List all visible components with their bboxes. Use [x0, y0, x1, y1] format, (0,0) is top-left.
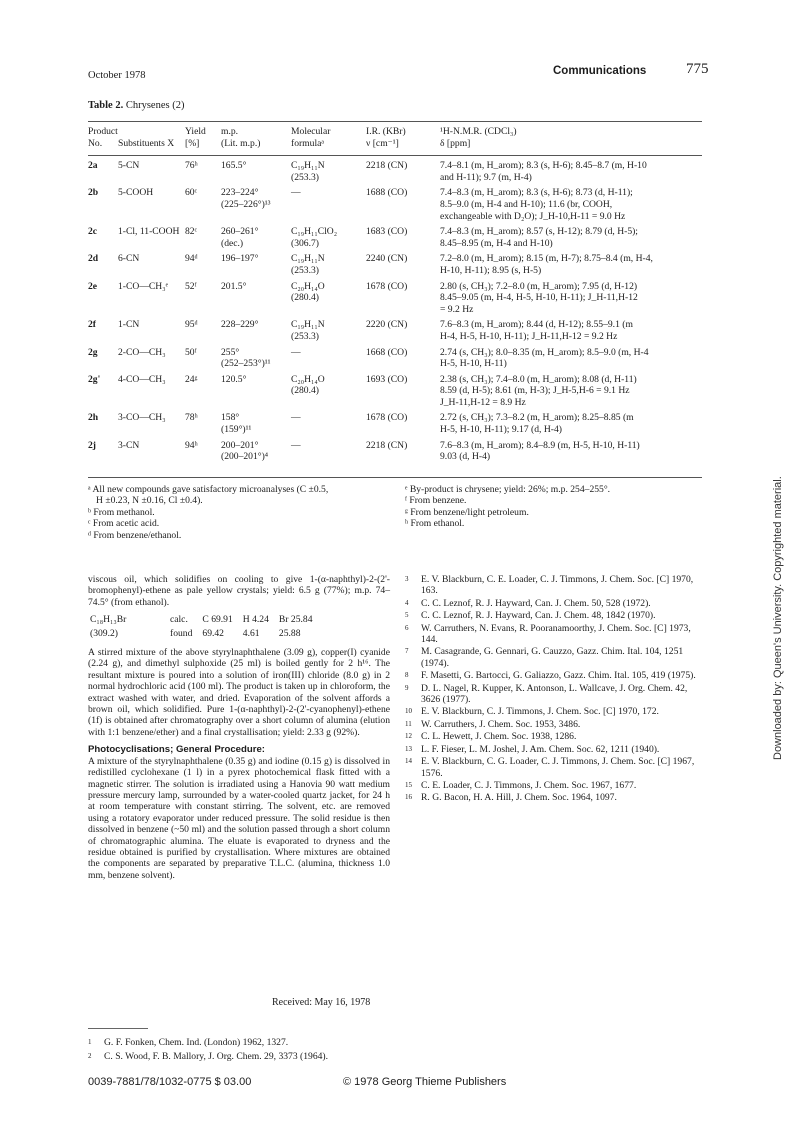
nmr-line: 9.03 (d, H-4)	[440, 451, 491, 463]
chrysenes-table	[88, 126, 702, 463]
footnote-item	[88, 1050, 408, 1063]
reference-number: 7	[405, 647, 409, 656]
table-caption-text: Chrysenes (2)	[123, 100, 185, 111]
reference-number: 11	[405, 719, 412, 728]
table-caption-label: Table 2.	[88, 100, 124, 111]
header-yield: Yield [%]	[185, 126, 206, 149]
reference-text: R. G. Bacon, H. A. Hill, J. Chem. Soc. 1964, 1097.	[421, 792, 617, 804]
footnote-number: 2	[88, 1052, 92, 1060]
analysis-cell: (309.2)	[90, 627, 118, 639]
formula-line: (253.3)	[291, 171, 319, 183]
reference-item	[405, 706, 705, 717]
reference-item	[405, 670, 705, 681]
yield: 95ᵈ	[185, 319, 198, 331]
melting-point	[221, 370, 291, 409]
reference-text: F. Masetti, G. Bartocci, G. Galiazzo, Gazz. Chim. Ital. 105, 419 (1975).	[421, 670, 696, 682]
formula-line: C₂₀H₁₄O	[291, 373, 325, 385]
reference-item	[405, 574, 705, 597]
nmr-line: H-4, H-5, H-10, H-11); J_H-11,H-12 = 9.2 Hz	[440, 330, 618, 342]
reference-text: E. V. Blackburn, C. J. Timmons, J. Chem. Soc. [C] 1970, 172.	[421, 706, 659, 718]
body-paragraph: A stirred mixture of the above styrylnaphthalene (3.09 g), copper(I) cyanide (2.24 g), and dimethyl sulphoxide (25 ml) is boiled gently for 2 h¹⁶. The resultant mixture is poured into a solution of iron(III) chloride (8.0 g) in 2 normal hydrochloric acid (100 ml). The product is taken up in chloroform, the extract washed with water, and dried. Evaporation of the solvent affords a brown oil, which solidified. Pure 1-(α-naphthyl)-2-(2'-cyanophenyl)-ethene (1f) is obtained after chromatography over a short column of alumina (elution with 1:1 benzene/ether) and a final crystallisation; yield: 2.33 g (92%).	[88, 647, 390, 738]
table-footnote: ᵉ By-product is chrysene; yield: 26%; m.p. 254–255°.	[405, 484, 611, 495]
nmr-value	[440, 249, 702, 276]
formula-line: C₁₉H₁₁ClO₂	[291, 226, 338, 238]
ir-value: 2240 (CN)	[366, 253, 408, 265]
header-nmr: ¹H-N.M.R. (CDCl₃) δ [ppm]	[440, 126, 517, 149]
analysis-cell: 69.42	[202, 627, 224, 639]
yield: 78ʰ	[185, 412, 198, 424]
reference-number: 5	[405, 611, 409, 620]
header-mp: m.p. (Lit. m.p.)	[221, 126, 261, 149]
nmr-value	[440, 183, 702, 222]
analysis-cell: found	[170, 627, 193, 639]
yield: 60ᶜ	[185, 187, 198, 199]
reference-number: 12	[405, 732, 412, 741]
table-row	[88, 222, 702, 249]
formula-line: (253.3)	[291, 330, 319, 342]
nmr-line: 8.45–9.05 (m, H-4, H-5, H-10, H-11); J_H-11,H-12	[440, 292, 638, 304]
substituent: 4-CO—CH₃	[118, 373, 166, 385]
reference-item	[405, 598, 705, 609]
nmr-line: 8.59 (d, H-5); 8.61 (m, H-3); J_H-5,H-6 = 9.1 Hz	[440, 385, 630, 397]
nmr-line: H-5, H-10, H-11); 9.17 (d, H-4)	[440, 424, 562, 436]
molecular-formula	[291, 156, 366, 183]
reference-text: C. C. Leznof, R. J. Hayward, Can. J. Chem. 48, 1842 (1970).	[421, 610, 656, 622]
formula-line: C₂₀H₁₄O	[291, 280, 325, 292]
reference-text: D. L. Nagel, R. Kupper, K. Antonson, L. Wallcave, J. Org. Chem. 42, 3626 (1977).	[421, 682, 688, 706]
melting-point-line: 223–224°	[221, 187, 259, 199]
table-footnote: H ±0.23, N ±0.16, Cl ±0.4).	[96, 495, 203, 507]
ir-value: 1678 (CO)	[366, 412, 408, 424]
product-no: 2j	[88, 439, 96, 451]
melting-point-line: 196–197°	[221, 253, 259, 265]
reference-text: C. L. Hewett, J. Chem. Soc. 1938, 1286.	[421, 731, 577, 743]
nmr-line: 2.72 (s, CH₃); 7.3–8.2 (m, H_arom); 8.25–8.85 (m	[440, 412, 634, 424]
table-row	[88, 315, 702, 342]
ir-value: 1678 (CO)	[366, 280, 408, 292]
melting-point	[221, 156, 291, 183]
nmr-line: 7.6–8.3 (m, H_arom); 8.44 (d, H-12); 8.55–9.1 (m	[440, 319, 633, 331]
table-footnote: ᵍ From benzene/light petroleum.	[405, 506, 529, 518]
reference-number: 13	[405, 744, 412, 753]
table-caption	[88, 100, 184, 111]
reference-number: 8	[405, 671, 409, 680]
reference-number: 4	[405, 598, 409, 607]
molecular-formula	[291, 249, 366, 276]
nmr-line: 7.4–8.3 (m, H_arom); 8.57 (s, H-12); 8.79 (d, H-5);	[440, 226, 638, 238]
reference-text: E. V. Blackburn, C. G. Loader, C. J. Timmons, J. Chem. Soc. [C] 1967, 1576.	[421, 756, 695, 779]
reference-number: 10	[405, 707, 412, 716]
melting-point-line: 120.5°	[221, 373, 247, 385]
reference-text: W. Carruthers, N. Evans, R. Pooranamoorthy, J. Chem. Soc. [C] 1973, 144.	[421, 622, 691, 646]
melting-point-line: (225–226°)¹³	[221, 198, 271, 210]
formula-line: —	[291, 412, 301, 424]
table-body	[88, 156, 702, 463]
page-number: 775	[686, 61, 709, 77]
table-row	[88, 156, 702, 183]
formula-line: (280.4)	[291, 292, 319, 304]
formula-line: C₁₉H₁₁N	[291, 160, 325, 172]
molecular-formula	[291, 343, 366, 370]
product-no: 2f	[88, 319, 96, 331]
melting-point-line: (159°)¹¹	[221, 424, 252, 436]
melting-point-line: 255°	[221, 346, 240, 358]
table-footnote: ᵇ From methanol.	[88, 506, 155, 518]
table-footnotes-left	[88, 484, 388, 541]
reference-item	[405, 683, 705, 706]
yield: 52ᶠ	[185, 280, 197, 292]
product-no: 2g	[88, 346, 98, 358]
melting-point	[221, 183, 291, 222]
formula-line: —	[291, 439, 301, 451]
table-footnotes-right	[405, 484, 705, 530]
download-watermark: Downloaded by: Queen's University. Copyrighted material.	[772, 476, 784, 760]
running-section: Communications	[553, 65, 647, 77]
nmr-line: 7.4–8.1 (m, H_arom); 8.3 (s, H-6); 8.45–8.7 (m, H-10	[440, 160, 647, 172]
header-product: Product No.	[88, 126, 118, 149]
formula-line: (280.4)	[291, 385, 319, 397]
running-date: October 1978	[88, 70, 146, 81]
analysis-cell: Br 25.84	[278, 614, 313, 626]
reference-text: C. E. Loader, C. J. Timmons, J. Chem. Soc. 1967, 1677.	[421, 779, 637, 791]
melting-point	[221, 408, 291, 435]
molecular-formula	[291, 408, 366, 435]
nmr-value	[440, 222, 702, 249]
formula-line: —	[291, 187, 301, 199]
reference-item	[405, 719, 705, 730]
nmr-line: 8.45–8.95 (m, H-4 and H-10)	[440, 237, 553, 249]
yield: 24ᵍ	[185, 373, 198, 385]
formula-line: (306.7)	[291, 237, 319, 249]
product-no: 2b	[88, 187, 99, 199]
reference-text: E. V. Blackburn, C. E. Loader, C. J. Timmons, J. Chem. Soc. [C] 1970, 163.	[421, 574, 694, 597]
product-no: 2h	[88, 412, 99, 424]
product-no: 2a	[88, 160, 98, 172]
reference-item	[405, 731, 705, 742]
melting-point	[221, 249, 291, 276]
melting-point	[221, 343, 291, 370]
analysis-cell: calc.	[170, 614, 188, 626]
melting-point	[221, 436, 291, 463]
formula-line: C₁₉H₁₁N	[291, 319, 325, 331]
table-row	[88, 277, 702, 316]
header-substituents: Substituents X	[118, 137, 175, 149]
ir-value: 2218 (CN)	[366, 160, 408, 172]
yield: 82ᶜ	[185, 226, 198, 238]
received-date: Received: May 16, 1978	[272, 997, 371, 1008]
footnote-text: G. F. Fonken, Chem. Ind. (London) 1962, 1327.	[104, 1037, 289, 1048]
nmr-line: 2.80 (s, CH₃); 7.2–8.0 (m, H_arom); 7.95 (d, H-12)	[440, 280, 638, 292]
reference-list	[405, 574, 705, 805]
melting-point-line: 165.5°	[221, 160, 247, 172]
header-ir: I.R. (KBr) ν [cm⁻¹]	[366, 126, 406, 149]
nmr-line: 7.6–8.3 (m, H_arom); 8.4–8.9 (m, H-5, H-10, H-11)	[440, 439, 640, 451]
molecular-formula	[291, 277, 366, 316]
analysis-row	[90, 614, 320, 625]
section-heading: Photocyclisations; General Procedure:	[88, 744, 266, 756]
melting-point-line: 260–261°	[221, 226, 259, 238]
melting-point-line: 201.5°	[221, 280, 247, 292]
formula-line: (253.3)	[291, 264, 319, 276]
melting-point-line: (200–201°)⁴	[221, 451, 269, 463]
table-footnote: ᶜ From acetic acid.	[88, 518, 160, 530]
nmr-line: 2.74 (s, CH₃); 8.0–8.35 (m, H_arom); 8.5–9.0 (m, H-4	[440, 346, 649, 358]
reference-number: 14	[405, 757, 412, 766]
substituent: 1-Cl, 11-COOH	[118, 226, 180, 238]
table-row	[88, 408, 702, 435]
footnote-rule	[88, 1028, 148, 1029]
table-footnote: ᵃ All new compounds gave satisfactory microanalyses (C ±0.5,	[88, 484, 329, 495]
nmr-line: 7.4–8.3 (m, H_arom); 8.3 (s, H-6); 8.73 (d, H-11);	[440, 187, 633, 199]
yield: 94ʰ	[185, 439, 198, 451]
molecular-formula	[291, 183, 366, 222]
nmr-line: H-5, H-10, H-11)	[440, 358, 507, 370]
table-footnote: ᶠ From benzene.	[405, 495, 467, 507]
reference-text: L. F. Fieser, L. M. Joshel, J. Am. Chem. Soc. 62, 1211 (1940).	[421, 743, 660, 755]
substituent: 6-CN	[118, 253, 140, 265]
analysis-cell: 4.61	[242, 627, 260, 639]
footnote-text: C. S. Wood, F. B. Mallory, J. Org. Chem. 29, 3373 (1964).	[104, 1051, 329, 1062]
table-header-row	[88, 126, 702, 156]
melting-point-line: (dec.)	[221, 237, 244, 249]
molecular-formula	[291, 315, 366, 342]
analysis-cell: 25.88	[278, 627, 301, 639]
ir-value: 2218 (CN)	[366, 439, 408, 451]
substituent: 1-CN	[118, 319, 140, 331]
table-bottom-rule	[88, 477, 702, 478]
substituent: 3-CO—CH₃	[118, 412, 166, 424]
reference-item	[405, 780, 705, 791]
ir-value: 1693 (CO)	[366, 373, 408, 385]
nmr-line: H-10, H-11); 8.95 (s, H-5)	[440, 264, 542, 276]
melting-point-line: 228–229°	[221, 319, 259, 331]
product-no: 2e	[88, 280, 98, 292]
ir-value: 1683 (CO)	[366, 226, 408, 238]
formula-line: —	[291, 346, 301, 358]
reference-item	[405, 756, 705, 779]
substituent: 1-CO—CH₃ᵉ	[118, 280, 169, 292]
nmr-line: and H-11); 9.7 (m, H-4)	[440, 171, 532, 183]
melting-point-line: (252–253°)¹¹	[221, 358, 271, 370]
reference-number: 15	[405, 780, 412, 789]
melting-point-line: 158°	[221, 412, 240, 424]
nmr-value	[440, 315, 702, 342]
table-row	[88, 436, 702, 463]
nmr-line: exchangeable with D₂O); J_H-10,H-11 = 9.0 Hz	[440, 210, 626, 222]
bottom-footnotes	[88, 1036, 408, 1064]
reference-item	[405, 792, 705, 803]
product-no: 2g'	[88, 373, 101, 385]
analysis-cell: C₁₈H₁₃Br	[90, 614, 127, 626]
reference-text: M. Casagrande, G. Gennari, G. Cauzzo, Gazz. Chim. Ital. 104, 1251 (1974).	[421, 646, 684, 669]
nmr-line: J_H-11,H-12 = 8.9 Hz	[440, 396, 526, 408]
molecular-formula	[291, 222, 366, 249]
melting-point-line: 200–201°	[221, 439, 259, 451]
footnote-number: 1	[88, 1038, 92, 1046]
nmr-line: 8.5–9.0 (m, H-4 and H-10); 11.6 (br, COOH,	[440, 198, 613, 210]
table-top-rule	[88, 121, 702, 122]
product-no: 2c	[88, 226, 98, 238]
ir-value: 1668 (CO)	[366, 346, 408, 358]
ir-value: 1688 (CO)	[366, 187, 408, 199]
analysis-row	[90, 628, 320, 639]
reference-number: 3	[405, 575, 409, 583]
ir-value: 2220 (CN)	[366, 319, 408, 331]
product-no: 2d	[88, 253, 99, 265]
nmr-value	[440, 408, 702, 435]
nmr-line: 7.2–8.0 (m, H_arom); 8.15 (m, H-7); 8.75–8.4 (m, H-4,	[440, 253, 653, 265]
yield: 50ᶠ	[185, 346, 197, 358]
table-row	[88, 249, 702, 276]
reference-number: 9	[405, 683, 409, 692]
reference-item	[405, 646, 705, 669]
yield: 94ᵈ	[185, 253, 198, 265]
reference-number: 16	[405, 793, 412, 802]
nmr-value	[440, 436, 702, 463]
body-left-column	[88, 574, 390, 885]
header-formula: Molecular formulaᵃ	[291, 126, 331, 149]
nmr-value	[440, 156, 702, 183]
molecular-formula	[291, 436, 366, 463]
nmr-value	[440, 277, 702, 316]
footer-copyright: © 1978 Georg Thieme Publishers	[343, 1076, 507, 1088]
reference-item	[405, 610, 705, 621]
footer-code: 0039-7881/78/1032-0775 $ 03.00	[88, 1076, 252, 1088]
reference-text: C. C. Leznof, R. J. Hayward, Can. J. Chem. 50, 528 (1972).	[421, 597, 651, 609]
table-row	[88, 370, 702, 409]
table-footnote: ᵈ From benzene/ethanol.	[88, 529, 182, 541]
melting-point	[221, 277, 291, 316]
analysis-cell: C 69.91	[202, 614, 233, 626]
substituent: 2-CO—CH₃	[118, 346, 166, 358]
body-paragraph: A mixture of the styrylnaphthalene (0.35 g) and iodine (0.15 g) is dissolved in redistilled cyclohexane (1 l) in a pyrex photochemical flask fitted with a magnetic stirrer. The solution is irradiated using a Hanovia 90 watt medium pressure mercury lamp, surrounded by a water-cooled quartz jacket, for 24 h at room temperature with constant stirring. The solvent, etc. are removed using a rotatory evaporator under reduced pressure. The solid residue is then dissolved in benzene (~50 ml) and the solution passed through a short column of chromatographic alumina. The eluate is evaporated to dryness and the residue obtained is purified by crystallisation. Where mixtures are obtained the components are separated by preparative T.L.C. (alumina, thickness 1.0 mm, benzene solvent).	[88, 755, 390, 881]
analysis-cell: H 4.24	[242, 614, 269, 626]
yield: 76ʰ	[185, 160, 198, 172]
nmr-line: = 9.2 Hz	[440, 303, 474, 315]
nmr-value	[440, 370, 702, 409]
table-row	[88, 183, 702, 222]
nmr-line: 2.38 (s, CH₃); 7.4–8.0 (m, H_arom); 8.08 (d, H-11)	[440, 373, 637, 385]
nmr-value	[440, 343, 702, 370]
reference-text: W. Carruthers, J. Chem. Soc. 1953, 3486.	[421, 718, 581, 730]
substituent: 5-COOH	[118, 187, 154, 199]
melting-point	[221, 222, 291, 249]
molecular-formula	[291, 370, 366, 409]
table-footnote: ʰ From ethanol.	[405, 518, 465, 530]
reference-item	[405, 744, 705, 755]
melting-point	[221, 315, 291, 342]
table-row	[88, 343, 702, 370]
footnote-item	[88, 1036, 408, 1049]
reference-number: 6	[405, 623, 409, 632]
substituent: 3-CN	[118, 439, 140, 451]
formula-line: C₁₉H₁₁N	[291, 253, 325, 265]
reference-item	[405, 623, 705, 646]
substituent: 5-CN	[118, 160, 140, 172]
body-paragraph: viscous oil, which solidifies on cooling to give 1-(α-naphthyl)-2-(2'-bromophenyl)-ethene as pale yellow crystals; yield: 6.5 g (77%); m.p. 74–74.5° (from ethanol).	[88, 574, 390, 608]
analysis-table	[88, 612, 322, 641]
